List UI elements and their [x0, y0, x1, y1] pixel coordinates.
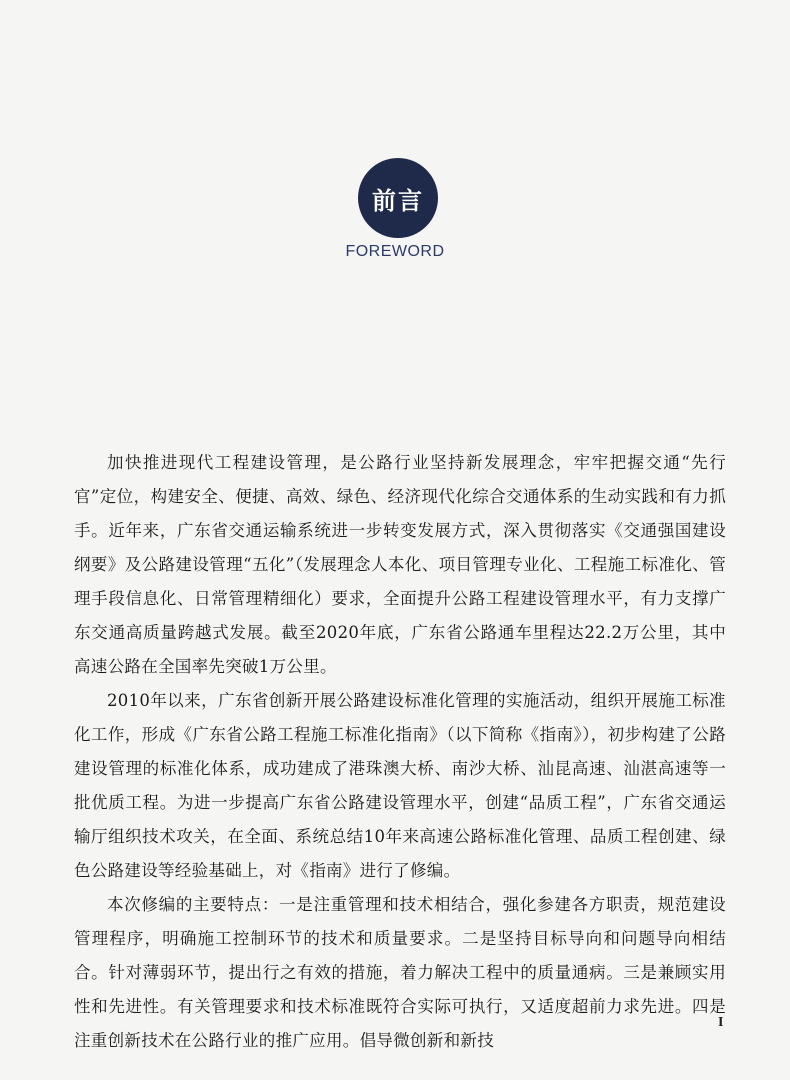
title-badge: [358, 158, 438, 238]
paragraph-1: 加快推进现代工程建设管理，是公路行业坚持新发展理念，牢牢把握交通“先行官”定位，构建安全、便捷、高效、绿色、经济现代化综合交通体系的生动实践和有力抓手。近年来，广东省交通运输系统进一步转变发展方式，深入贯彻落实《交通强国建设纲要》及公路建设管理“五化”（发展理念人本化、项目管理专业化、工程施工标准化、管理手段信息化、日常管理精细化）要求，全面提升公路工程建设管理水平，有力支撑广东交通高质量跨越式发展。截至2020年底，广东省公路通车里程达22.2万公里，其中高速公路在全国率先突破1万公里。: [74, 453, 726, 676]
page-number: I: [718, 1015, 724, 1030]
page-subtitle: FOREWORD: [345, 243, 445, 260]
paragraph-3: 本次修编的主要特点：一是注重管理和技术相结合，强化参建各方职责，规范建设管理程序，明确施工控制环节的技术和质量要求。二是坚持目标导向和问题导向相结合。针对薄弱环节，提出行之有效的措施，着力解决工程中的质量通病。三是兼顾实用性和先进性。有关管理要求和技术标准既符合实际可执行，又适度超前力求先进。四是注重创新技术在公路行业的推广应用。倡导微创新和新技: [74, 895, 726, 1050]
body-text: [74, 446, 726, 1058]
page-title: 前言: [372, 186, 424, 215]
paragraph-2: 2010年以来，广东省创新开展公路建设标准化管理的实施活动，组织开展施工标准化工作，形成《广东省公路工程施工标准化指南》（以下简称《指南》），初步构建了公路建设管理的标准化体系，成功建成了港珠澳大桥、南沙大桥、汕昆高速、汕湛高速等一批优质工程。为进一步提高广东省公路建设管理水平，创建“品质工程”，广东省交通运输厅组织技术攻关，在全面、系统总结10年来高速公路标准化管理、品质工程创建、绿色公路建设等经验基础上，对《指南》进行了修编。: [74, 691, 726, 880]
